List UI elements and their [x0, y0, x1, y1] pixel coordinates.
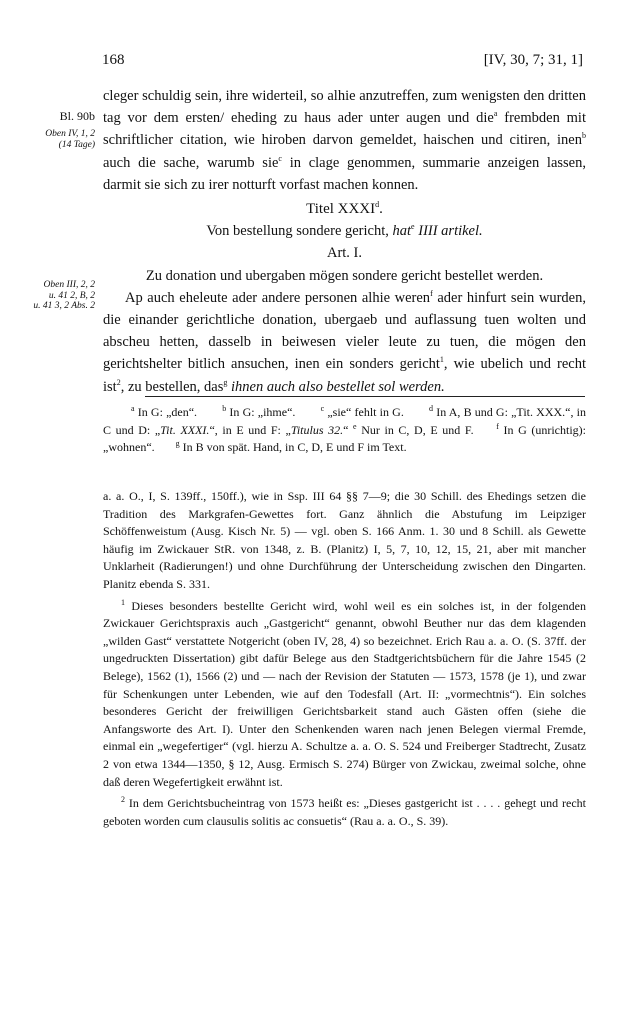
footnote-text: Dieses besonders bestellte Gericht wird, wohl weil es ein solches ist, in der folgenden Zwickauer Gerichtspraxis auch „Gastgericht“ genannt, obwohl Beuther nur das dem klagenden „wilden Gast“ verstattete Notgericht (oben IV, 28, 4) so bezeichnet. Erich Rau a. a. O. (S. 37ff. der ungedruckten Dissertation) gibt dafür Belege aus den Stadtgerichtsbüchern für die Jahre 1545 (2 Belege), 1562 (1), 1566 (2) und — nach der Revision der Statuten — 1573, 1578 (je 1), und zwar für Schenkungen unter Lebenden, wie auf den Todesfall (Art. II: „vormechtnis“). Ein solches besonderes Gericht der freiwilligen Gerichtsbarkeit stand auch Gästen offen (siehe die Anfangsworte des Art. I). Unter den Schenkenden waren nach jenen Belegen viermal Fremde, einmal ein „wegefertiger“ (vgl. hierzu A. Schultze a. a. O. S. 524 und Freiberger Stadtrecht, Zusatz 2 von etwa 1344—1350, § 12, Ausg. Ermisch S. 274) Bürger von Zwickau, zweimal solche, ohne daß deren Wegefertigkeit erwähnt ist. [103, 598, 586, 789]
apparatus-italic: Tit. XXXI. [160, 422, 210, 437]
commentary-continuation: a. a. O., I, S. 139ff., 150ff.), wie in Ssp. III 64 §§ 7—9; die 30 Schill. des Ehedings setzen die Tradition des Markgrafen-Gewettes fort. Ganz ähnlich die Abstufung im Leipziger Schöffenweistum (Ausg. Kisch Nr. 5) — vgl. oben S. 166 Anm. 1. 30 und 8 Schill. als Gewette häufig im Zwickauer StR. von 1348, z. B. (Planitz) I, 5, 7, 10, 12, 15, 21, aber mit mancher Unklarheit (Radierungen!) und ohne Durchführung der Unterscheidung zwischen den Dingarten. Planitz ebenda S. 331. [103, 489, 586, 591]
margin-ref2-line2: u. 41 2, B, 2 [48, 290, 95, 301]
apparatus-mark: d [375, 200, 380, 210]
apparatus-mark: d [429, 404, 434, 413]
text-run: cleger schuldig sein, ihre widerteil, so alhie anzutreffen, zum wenigsten den dritten tag vor dem ersten/ eheding zu haus ader unter augen und die [103, 88, 586, 127]
margin-ref2-line3: u. 41 3, 2 Abs. 2 [33, 301, 95, 311]
paragraph-2 [103, 287, 586, 398]
footnote-text: In dem Gerichtsbucheintrag von 1573 heißt es: „Dieses gastgericht ist . . . . gehegt und recht geboten worden cum clausulis solitis ac consuetis“ (Rau a. a. O., S. 39). [103, 796, 586, 828]
apparatus-divider [145, 396, 585, 397]
text-run: , zu bestellen, das [120, 378, 224, 395]
apparatus-mark: c [278, 153, 282, 163]
apparatus-text: Nur in C, D, E und F. [356, 422, 474, 437]
text-run: auch die sache, warumb sie [103, 154, 279, 171]
footnote-1 [103, 598, 586, 792]
article-heading: Art. I. [326, 245, 363, 262]
apparatus-text: „sie“ fehlt in G. [324, 405, 404, 419]
apparatus-mark: c [320, 404, 325, 413]
article-summary: Zu donation und ubergaben mögen sondere gericht bestellet werden. [145, 267, 544, 284]
commentary-notes [103, 488, 586, 834]
margin-reference-2 [0, 280, 95, 312]
margin-reference-1 [0, 129, 95, 150]
apparatus-e [353, 423, 474, 437]
apparatus-text: In G (unrichtig): „wohnen“. [103, 422, 586, 455]
apparatus-italic: Titulus 32. [290, 422, 344, 437]
apparatus-text: In B von spät. Hand, in C, D, E und F im Text. [179, 440, 407, 455]
apparatus-a [131, 405, 197, 419]
apparatus-mark: f [496, 421, 499, 431]
apparatus-mark: g [175, 439, 180, 449]
apparatus-mark: f [430, 289, 433, 298]
apparatus-mark: b [222, 404, 227, 413]
apparatus-c [321, 405, 404, 419]
subtitle [103, 220, 586, 242]
footnote-mark: 2 [116, 377, 121, 387]
apparatus-text: In G: „den“. [134, 405, 198, 419]
apparatus-text: “ [343, 422, 349, 437]
subtitle-italic-hat: hat [392, 223, 412, 240]
apparatus-g [176, 440, 407, 454]
apparatus-text: “, in E und F: „ [209, 422, 291, 437]
apparatus-mark: a [131, 404, 135, 413]
running-head-reference: [IV, 30, 7; 31, 1] [483, 52, 583, 68]
apparatus-mark: e [411, 222, 415, 232]
footnote-number: 2 [121, 795, 125, 805]
text-run: in clage genommen, summarie anzeigen lassen, darmit sie sich zu irer notturft vorfast machen konnen. [103, 154, 586, 193]
margin-ref1-line1: Oben IV, 1, 2 [45, 129, 95, 139]
apparatus-text: In A, B und G: „Tit. XXX.“, in C und D: „ [103, 405, 587, 437]
subtitle-italic: IIII artikel. [414, 223, 483, 240]
page-number: 168 [102, 52, 125, 68]
critical-apparatus [103, 404, 586, 457]
paragraph-1 [103, 85, 586, 196]
text-run: Ap auch eheleute ader andere personen alhie weren [125, 289, 431, 306]
apparatus-block [103, 404, 586, 457]
title-heading [103, 198, 586, 220]
title-period: . [379, 201, 383, 218]
subtitle-text: Von bestellung sondere gericht, [206, 223, 393, 240]
footnote-2 [103, 795, 586, 830]
apparatus-mark: e [353, 421, 357, 431]
text-run: frembden mit schriftlicher citation, wie hiroben darvon gemeldet, haischen und citiren, inen [103, 110, 586, 149]
title-text: Titel XXXI [306, 201, 376, 218]
text-run: , wie ubelich und recht ist [103, 356, 586, 395]
apparatus-b [222, 405, 295, 419]
main-text [103, 85, 586, 398]
text-run-italic: ihnen auch also bestellet sol werden. [227, 378, 445, 395]
margin-folio: Bl. 90b [59, 109, 95, 123]
text-run: ader hinfurt sein wurden, die einander gerichtliche donation, ubergaeb und auflassung tuen wolten und abscheu hetten, dasselb in beiwesen vieler leute zu tuen, die mögen den gerichtshelter bitlich ansuchen, inen ein sonders gericht [103, 289, 586, 373]
apparatus-mark: a [493, 109, 498, 119]
footnote-mark: 1 [439, 355, 444, 365]
apparatus-mark: g [223, 377, 228, 387]
margin-ref2-line1: Oben III, 2, 2 [43, 280, 95, 290]
apparatus-text: In G: „ihme“. [226, 405, 296, 419]
apparatus-mark: b [582, 131, 586, 141]
footnote-number: 1 [121, 597, 125, 607]
margin-ref1-line2: (14 Tage) [58, 139, 95, 150]
